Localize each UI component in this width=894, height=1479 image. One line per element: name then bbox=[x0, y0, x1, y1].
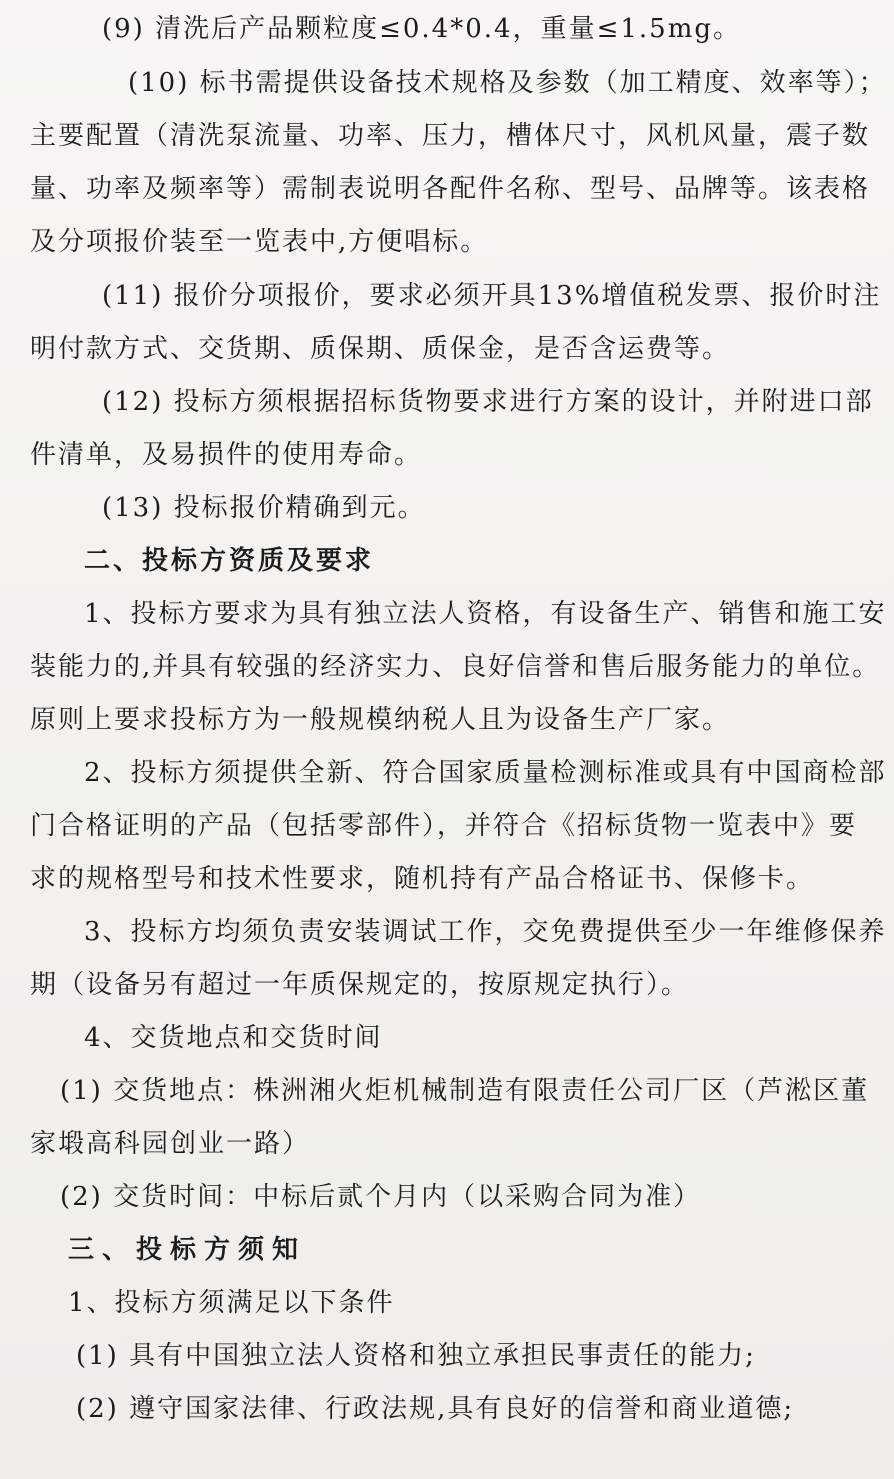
section-2-item-1-line-2: 装能力的,并具有较强的经济实力、良好信誉和售后服务能力的单位。 bbox=[30, 652, 881, 682]
condition-1-line: (1) 具有中国独立法人资格和独立承担民事责任的能力; bbox=[76, 1341, 756, 1371]
delivery-location-line-1: (1) 交货地点：株洲湘火炬机械制造有限责任公司厂区（芦淞区董 bbox=[60, 1076, 870, 1106]
item-10-line-4: 及分项报价装至一览表中,方便唱标。 bbox=[30, 227, 489, 257]
section-2-item-1-line-3: 原则上要求投标方为一般规模纳税人且为设备生产厂家。 bbox=[30, 705, 731, 735]
section-3-item-1-heading: 1、投标方须满足以下条件 bbox=[68, 1288, 395, 1318]
section-2-item-2-line-3: 求的规格型号和技术性要求，随机持有产品合格证书、保修卡。 bbox=[30, 864, 815, 894]
section-2-item-2-line-1: 2、投标方须提供全新、符合国家质量检测标准或具有中国商检部 bbox=[84, 758, 887, 788]
item-12-line-1: (12) 投标方须根据招标货物要求进行方案的设计，并附进口部 bbox=[102, 387, 874, 417]
item-13-line: (13) 投标报价精确到元。 bbox=[102, 493, 426, 523]
section-2-item-1-line-1: 1、投标方要求为具有独立法人资格，有设备生产、销售和施工安 bbox=[84, 599, 887, 629]
item-12-line-2: 件清单，及易损件的使用寿命。 bbox=[30, 440, 423, 470]
section-2-item-3-line-2: 期（设备另有超过一年质保规定的，按原规定执行）。 bbox=[30, 970, 690, 1000]
section-2-item-4-heading: 4、交货地点和交货时间 bbox=[84, 1023, 383, 1053]
item-10-line-2: 主要配置（清洗泵流量、功率、压力，槽体尺寸，风机风量，震子数 bbox=[30, 121, 871, 151]
item-10-line-3: 量、功率及频率等）需制表说明各配件名称、型号、品牌等。该表格 bbox=[30, 174, 871, 204]
section-3-heading: 三、投标方须知 bbox=[68, 1235, 307, 1265]
section-2-item-2-line-2: 门合格证明的产品（包括零部件），并符合《招标货物一览表中》要 bbox=[30, 811, 858, 841]
delivery-location-line-2: 家塅高科园创业一路） bbox=[30, 1129, 311, 1159]
item-10-line-1: (10) 标书需提供设备技术规格及参数（加工精度、效率等）； bbox=[128, 68, 887, 98]
delivery-time-line: (2) 交货时间：中标后贰个月内（以采购合同为准） bbox=[60, 1182, 702, 1212]
item-11-line-1: (11) 报价分项报价，要求必须开具13%增值税发票、报价时注 bbox=[102, 281, 882, 311]
section-2-heading: 二、投标方资质及要求 bbox=[84, 546, 375, 576]
condition-2-line: (2) 遵守国家法律、行政法规,具有良好的信誉和商业道德; bbox=[76, 1394, 795, 1424]
item-11-line-2: 明付款方式、交货期、质保期、质保金，是否含运费等。 bbox=[30, 334, 731, 364]
section-2-item-3-line-1: 3、投标方均须负责安装调试工作，交免费提供至少一年维修保养 bbox=[84, 917, 887, 947]
item-9-line: (9) 清洗后产品颗粒度≤0.4*0.4，重量≤1.5mg。 bbox=[102, 14, 742, 44]
